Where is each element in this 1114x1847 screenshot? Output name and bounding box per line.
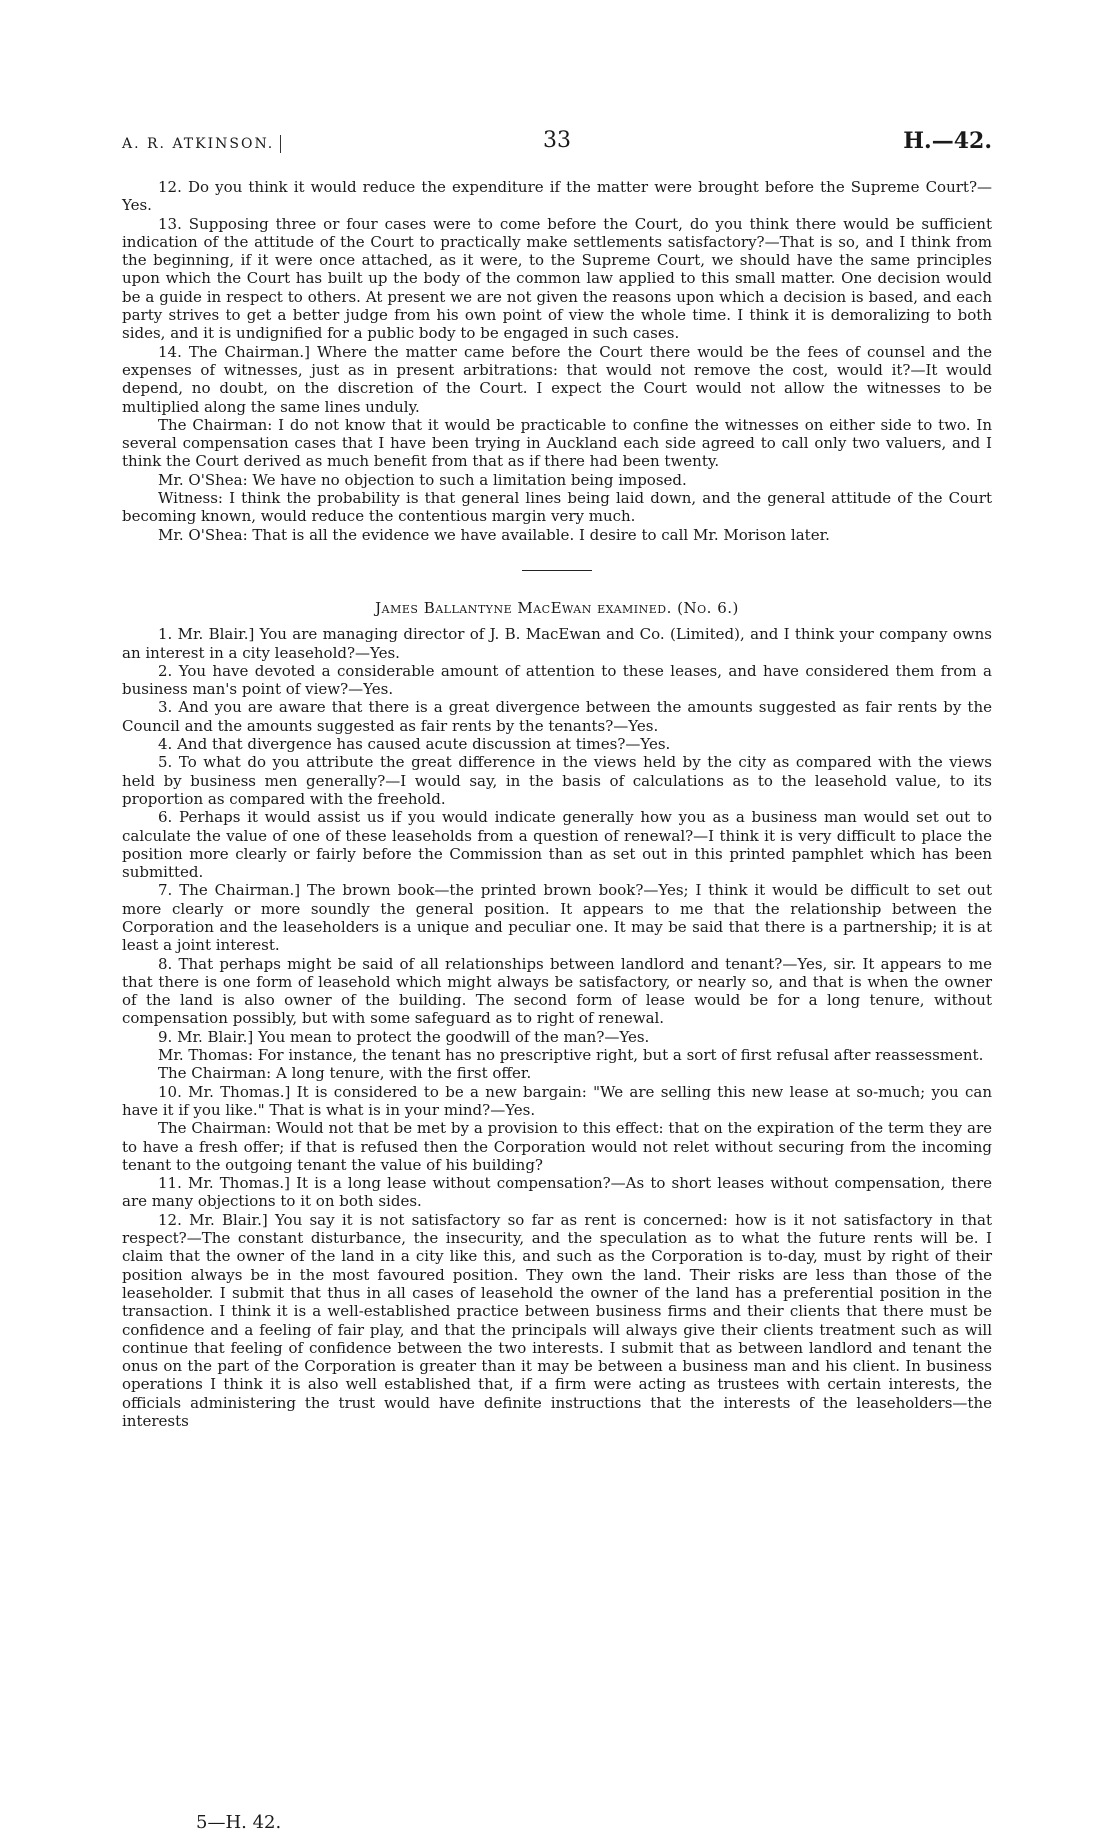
paragraph: 3. And you are aware that there is a great divergence between the amounts suggested as fair rents by the Council and the amounts suggested as fair rents by the tenants?—Yes. <box>122 698 992 735</box>
paragraph: 6. Perhaps it would assist us if you would indicate generally how you as a business man would set out to calculate the value of one of these leaseholds from a question of renewal?—I think it is very difficult to place the position more clearly or fairly before the Commission than as set out in this printed pamphlet which has been submitted. <box>122 808 992 882</box>
paragraph: 11. Mr. Thomas.] It is a long lease without compensation?—As to short leases without compensation, there are many objections to it on both sides. <box>122 1174 992 1211</box>
page-header <box>122 128 992 162</box>
paragraph: 2. You have devoted a considerable amount of attention to these leases, and have considered them from a business man's point of view?—Yes. <box>122 661 992 699</box>
paragraph: 13. Supposing three or four cases were to come before the Court, do you think there would be sufficient indication of the attitude of the Court to practically make settlements satisfactory?—That is so, and I think from the beginning, if it were once attached, as it were, to the Supreme Court, we should have the same principles upon which the Court has built up the body of the common law applied to this small matter. One decision would be a guide in respect to others. At present we are not given the reasons upon which a decision is based, and each party strives to get a better judge from his own point of view the whole time. I think it is demoralizing to both sides, and it is undignified for a public body to be engaged in such cases. <box>122 214 992 343</box>
paragraph: Mr. Thomas: For instance, the tenant has no prescriptive right, but a sort of first refusal after reassessment. <box>158 1046 984 1065</box>
page-body <box>122 178 992 1430</box>
paragraph: The Chairman: I do not know that it would be practicable to confine the witnesses on either side to two. In several compensation cases that I have been trying in Auckland each side agreed to call only two valuers, and I think the Court derived as much benefit from that as if there had been twenty. <box>122 415 992 471</box>
paragraph: Mr. O'Shea: We have no objection to such a limitation being imposed. <box>158 470 687 489</box>
paragraph: 14. The Chairman.] Where the matter came before the Court there would be the fees of counsel and the expenses of witnesses, just as in present arbitrations: that would not remove the cost, would it?—It would depend, no doubt, on the discretion of the Court. I expect the Court would not allow the witnesses to be multiplied along the same lines unduly. <box>122 342 992 416</box>
paragraph: 4. And that divergence has caused acute discussion at times?—Yes. <box>158 735 671 754</box>
section-title: James Ballantyne MacEwan examined. (No. 6.) <box>375 598 739 617</box>
paragraph: 8. That perhaps might be said of all relationships between landlord and tenant?—Yes, sir. It appears to me that there is one form of leasehold which might always be satisfactory, or nearly so, and that is when the owner of the land is also owner of the building. The second form of lease would be for a long tenure, without compensation possibly, but with some safeguard as to right of renewal. <box>122 954 992 1028</box>
paragraph: 1. Mr. Blair.] You are managing director of J. B. MacEwan and Co. (Limited), and I think your company owns an interest in a city leasehold?—Yes. <box>122 625 992 662</box>
paragraph: Witness: I think the probability is that general lines being laid down, and the general attitude of the Court becoming known, would reduce the contentious margin very much. <box>122 489 992 526</box>
paragraph: 12. Do you think it would reduce the expenditure if the matter were brought before the Supreme Court?—Yes. <box>122 178 992 215</box>
paragraph: Mr. O'Shea: That is all the evidence we have available. I desire to call Mr. Morison later. <box>158 525 830 544</box>
header-witness-name: A. R. ATKINSON. <box>122 135 281 153</box>
paragraph: 7. The Chairman.] The brown book—the printed brown book?—Yes; I think it would be difficult to set out more clearly or more soundly the general position. It appears to me that the relationship between the Corporation and the leaseholders is a unique and peculiar one. It may be said that there is a partnership; it is at least a joint interest. <box>122 881 992 955</box>
paragraph: The Chairman: Would not that be met by a provision to this effect: that on the expiration of the term they are to have a fresh offer; if that is refused then the Corporation would not relet without securing from the incoming tenant to the outgoing tenant the value of his building? <box>122 1119 992 1174</box>
paragraph: 10. Mr. Thomas.] It is considered to be a new bargain: "We are selling this new lease at so-much; you can have it if you like." That is what is in your mind?—Yes. <box>122 1082 992 1119</box>
paragraph: 5. To what do you attribute the great difference in the views held by the city as compared with the views held by business men generally?—I would say, in the basis of calculations as to the leasehold value, to its proportion as compared with the freehold. <box>122 753 992 808</box>
paragraph: 9. Mr. Blair.] You mean to protect the goodwill of the man?—Yes. <box>158 1027 650 1046</box>
paragraph: The Chairman: A long tenure, with the first offer. <box>158 1064 532 1083</box>
page-footer-signature: 5—H. 42. <box>196 1812 282 1833</box>
section-divider <box>522 570 592 571</box>
document-reference: H.—42. <box>903 128 992 154</box>
page-number: 33 <box>543 128 571 153</box>
paragraph: 12. Mr. Blair.] You say it is not satisfactory so far as rent is concerned: how is it not satisfactory in that respect?—The constant disturbance, the insecurity, and the speculation as to what the future rents will be. I claim that the owner of the land in a city like this, and such as the Corporation is to-day, must by right of their position always be in the most favoured position. They own the land. Their risks are less than those of the leaseholder. I submit that thus in all cases of leasehold the owner of the land has a preferential position in the transaction. I think it is a well-established practice between business firms and their clients that there must be confidence and a feeling of fair play, and that the principals will always give their clients treatment such as will continue that feeling of confidence between the two interests. I submit that as between landlord and tenant the onus on the part of the Corporation is greater than it may be between a business man and his client. In business operations I think it is also well established that, if a firm were acting as trustees with certain interests, the officials administering the trust would have definite instructions that the interests of the leaseholders—the interests <box>122 1210 992 1430</box>
